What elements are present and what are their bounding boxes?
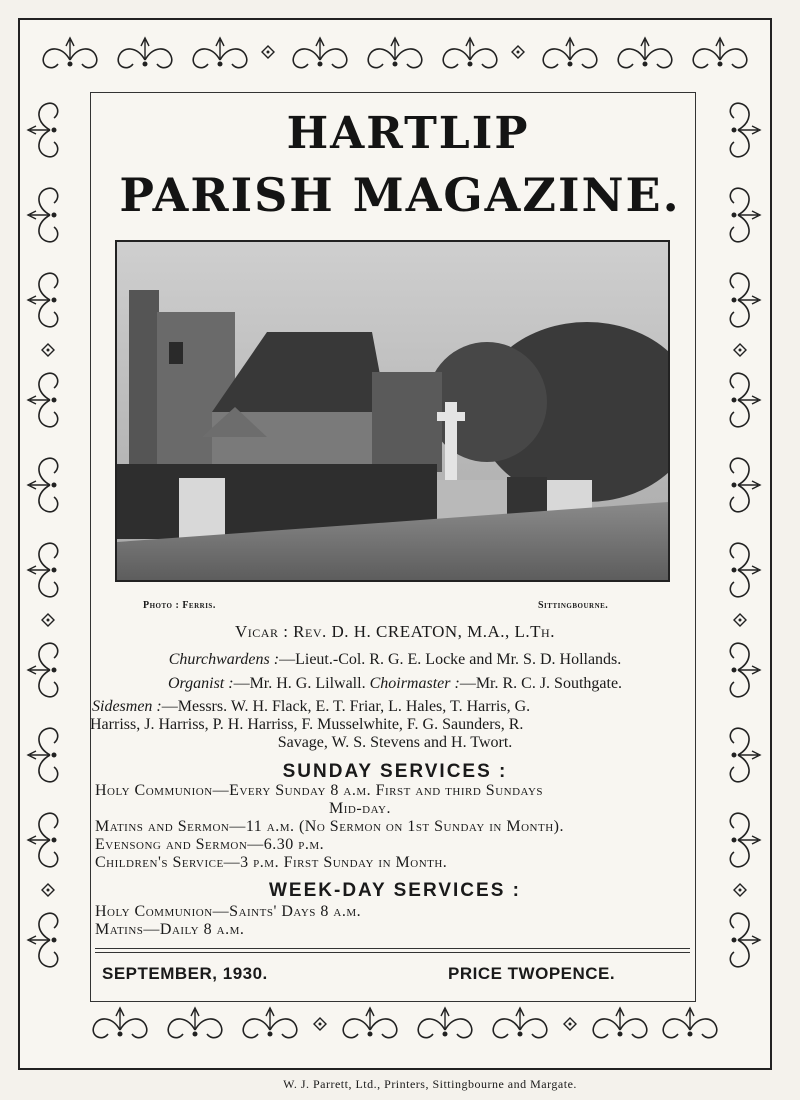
sidesmen-label: Sidesmen : (92, 698, 162, 715)
issue-date: SEPTEMBER, 1930. (102, 964, 268, 983)
magazine-title-line2: PARISH MAGAZINE. (119, 168, 681, 222)
weekday-services-heading: WEEK-DAY SERVICES : (269, 880, 521, 901)
divider-rule-2 (95, 952, 690, 953)
churchwardens-names: —Lieut.-Col. R. G. E. Locke and Mr. S. D. Hollands. (279, 651, 622, 668)
divider-rule (95, 948, 690, 949)
printer-credit: W. J. Parrett, Ltd., Printers, Sittingbourne and Margate. (283, 1077, 577, 1091)
churchwardens-label: Churchwardens : (168, 651, 280, 668)
choirmaster-name: —Mr. R. C. J. Southgate. (459, 675, 623, 692)
weekday-matins: Matins—Daily 8 a.m. (95, 921, 245, 938)
sidesmen-names-1: —Messrs. W. H. Flack, E. T. Friar, L. Hales, T. Harris, G. (161, 698, 531, 715)
sidesmen-line-2: Harriss, J. Harriss, P. H. Harriss, F. Musselwhite, F. G. Saunders, R. (90, 716, 524, 733)
organist-label: Organist : (167, 675, 234, 692)
magazine-title-line1: HARTLIP (286, 108, 530, 159)
church-photograph (115, 240, 670, 582)
photo-location: Sittingbourne. (538, 600, 609, 611)
issue-price: PRICE TWOPENCE. (448, 964, 616, 983)
service-childrens: Children's Service—3 p.m. First Sunday in Month. (95, 854, 448, 871)
organist-line (95, 675, 695, 693)
sunday-services-heading: SUNDAY SERVICES : (282, 761, 508, 782)
service-evensong: Evensong and Sermon—6.30 p.m. (95, 836, 325, 853)
organist-name: —Mr. H. G. Lilwall. (233, 675, 366, 692)
churchwardens-line (95, 651, 695, 669)
service-holy-communion: Holy Communion—Every Sunday 8 a.m. First and third Sundays (95, 782, 544, 799)
sidesmen-line-3: Savage, W. S. Stevens and H. Twort. (277, 734, 513, 751)
choirmaster-label: Choirmaster : (369, 675, 460, 692)
sidesmen-line-1 (92, 698, 692, 716)
weekday-holy-communion: Holy Communion—Saints' Days 8 a.m. (95, 903, 362, 920)
photo-credit: Photo : Ferris. (143, 600, 216, 611)
vicar-line: Vicar : Rev. D. H. CREATON, M.A., L.Th. (235, 622, 555, 641)
service-matins-sermon: Matins and Sermon—11 a.m. (No Sermon on 1st Sunday in Month). (95, 818, 564, 835)
service-holy-communion-cont: Mid-day. (329, 800, 391, 817)
